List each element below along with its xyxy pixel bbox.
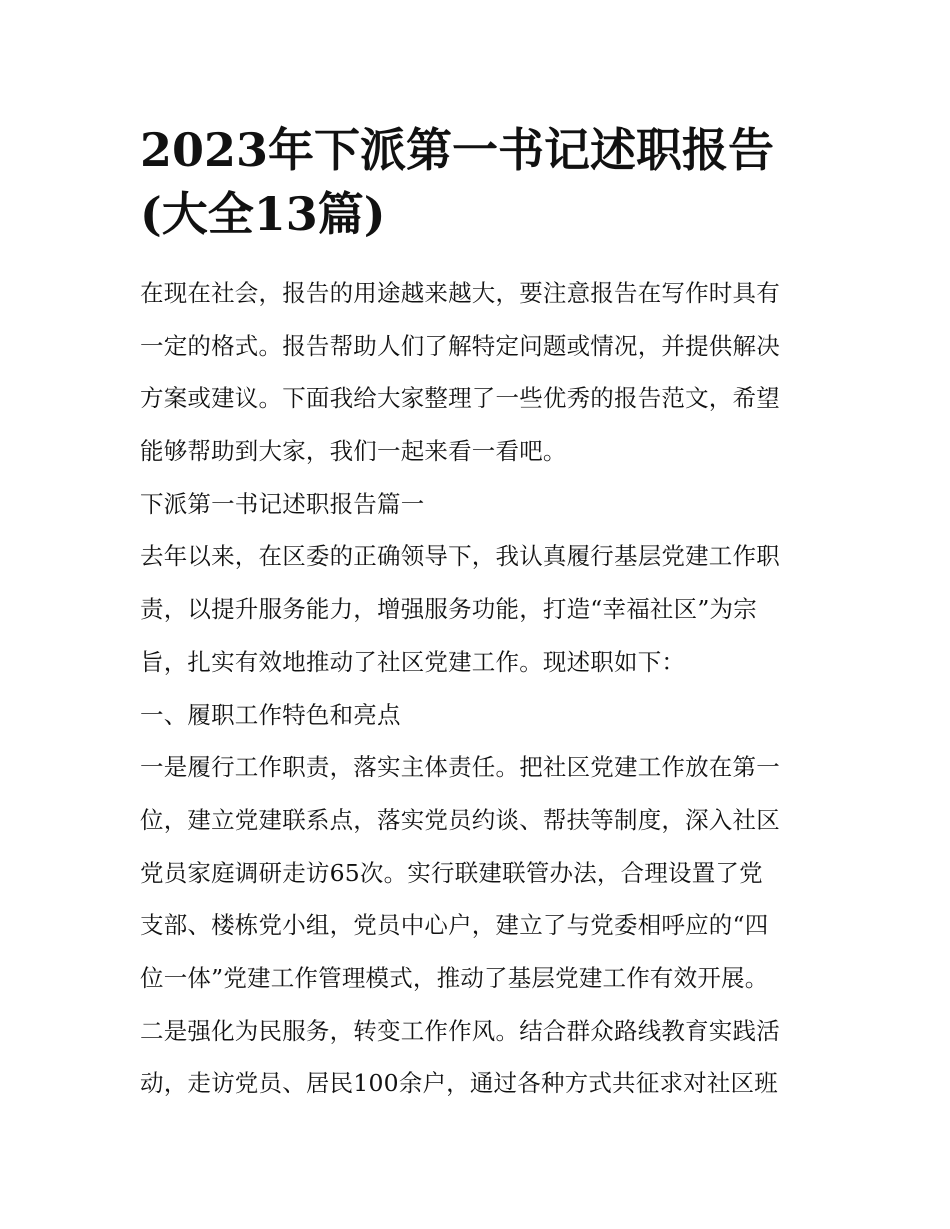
body-line: 动，走访党员、居民100余户，通过各种方式共征求对社区班 [140,1069,778,1098]
title-line-2: (大全13篇) [140,187,386,241]
body-line: 方案或建议。下面我给大家整理了一些优秀的报告范文，希望 [140,384,780,413]
body-line: 责，以提升服务能力，增强服务功能，打造“幸福社区”为宗 [140,595,757,624]
body-line: 位一体”党建工作管理模式，推动了基层党建工作有效开展。 [140,963,769,992]
document-page [140,118,820,1110]
body-line: 支部、楼栋党小组，党员中心户，建立了与党委相呼应的“四 [140,911,769,940]
section-heading: 下派第一书记述职报告篇一 [140,489,425,518]
body-line: 一是履行工作职责，落实主体责任。把社区党建工作放在第一 [140,753,780,782]
body-line: 旨，扎实有效地推动了社区党建工作。现述职如下： [140,647,686,676]
body-line: 位，建立党建联系点，落实党员约谈、帮扶等制度，深入社区 [140,805,780,834]
document-body [140,267,820,1110]
body-line: 党员家庭调研走访65次。实行联建联管办法，合理设置了党 [140,858,763,887]
document-title [140,118,820,246]
title-line-1: 2023年下派第一书记述职报告 [140,123,775,177]
body-line: 一定的格式。报告帮助人们了解特定问题或情况，并提供解决 [140,331,780,360]
body-line: 在现在社会，报告的用途越来越大，要注意报告在写作时具有 [140,279,780,307]
body-line: 去年以来，在区委的正确领导下，我认真履行基层党建工作职 [140,542,780,571]
subsection-heading: 一、履职工作特色和亮点 [140,700,401,729]
body-line: 二是强化为民服务，转变工作作风。结合群众路线教育实践活 [140,1016,780,1045]
body-line: 能够帮助到大家，我们一起来看一看吧。 [140,437,567,466]
